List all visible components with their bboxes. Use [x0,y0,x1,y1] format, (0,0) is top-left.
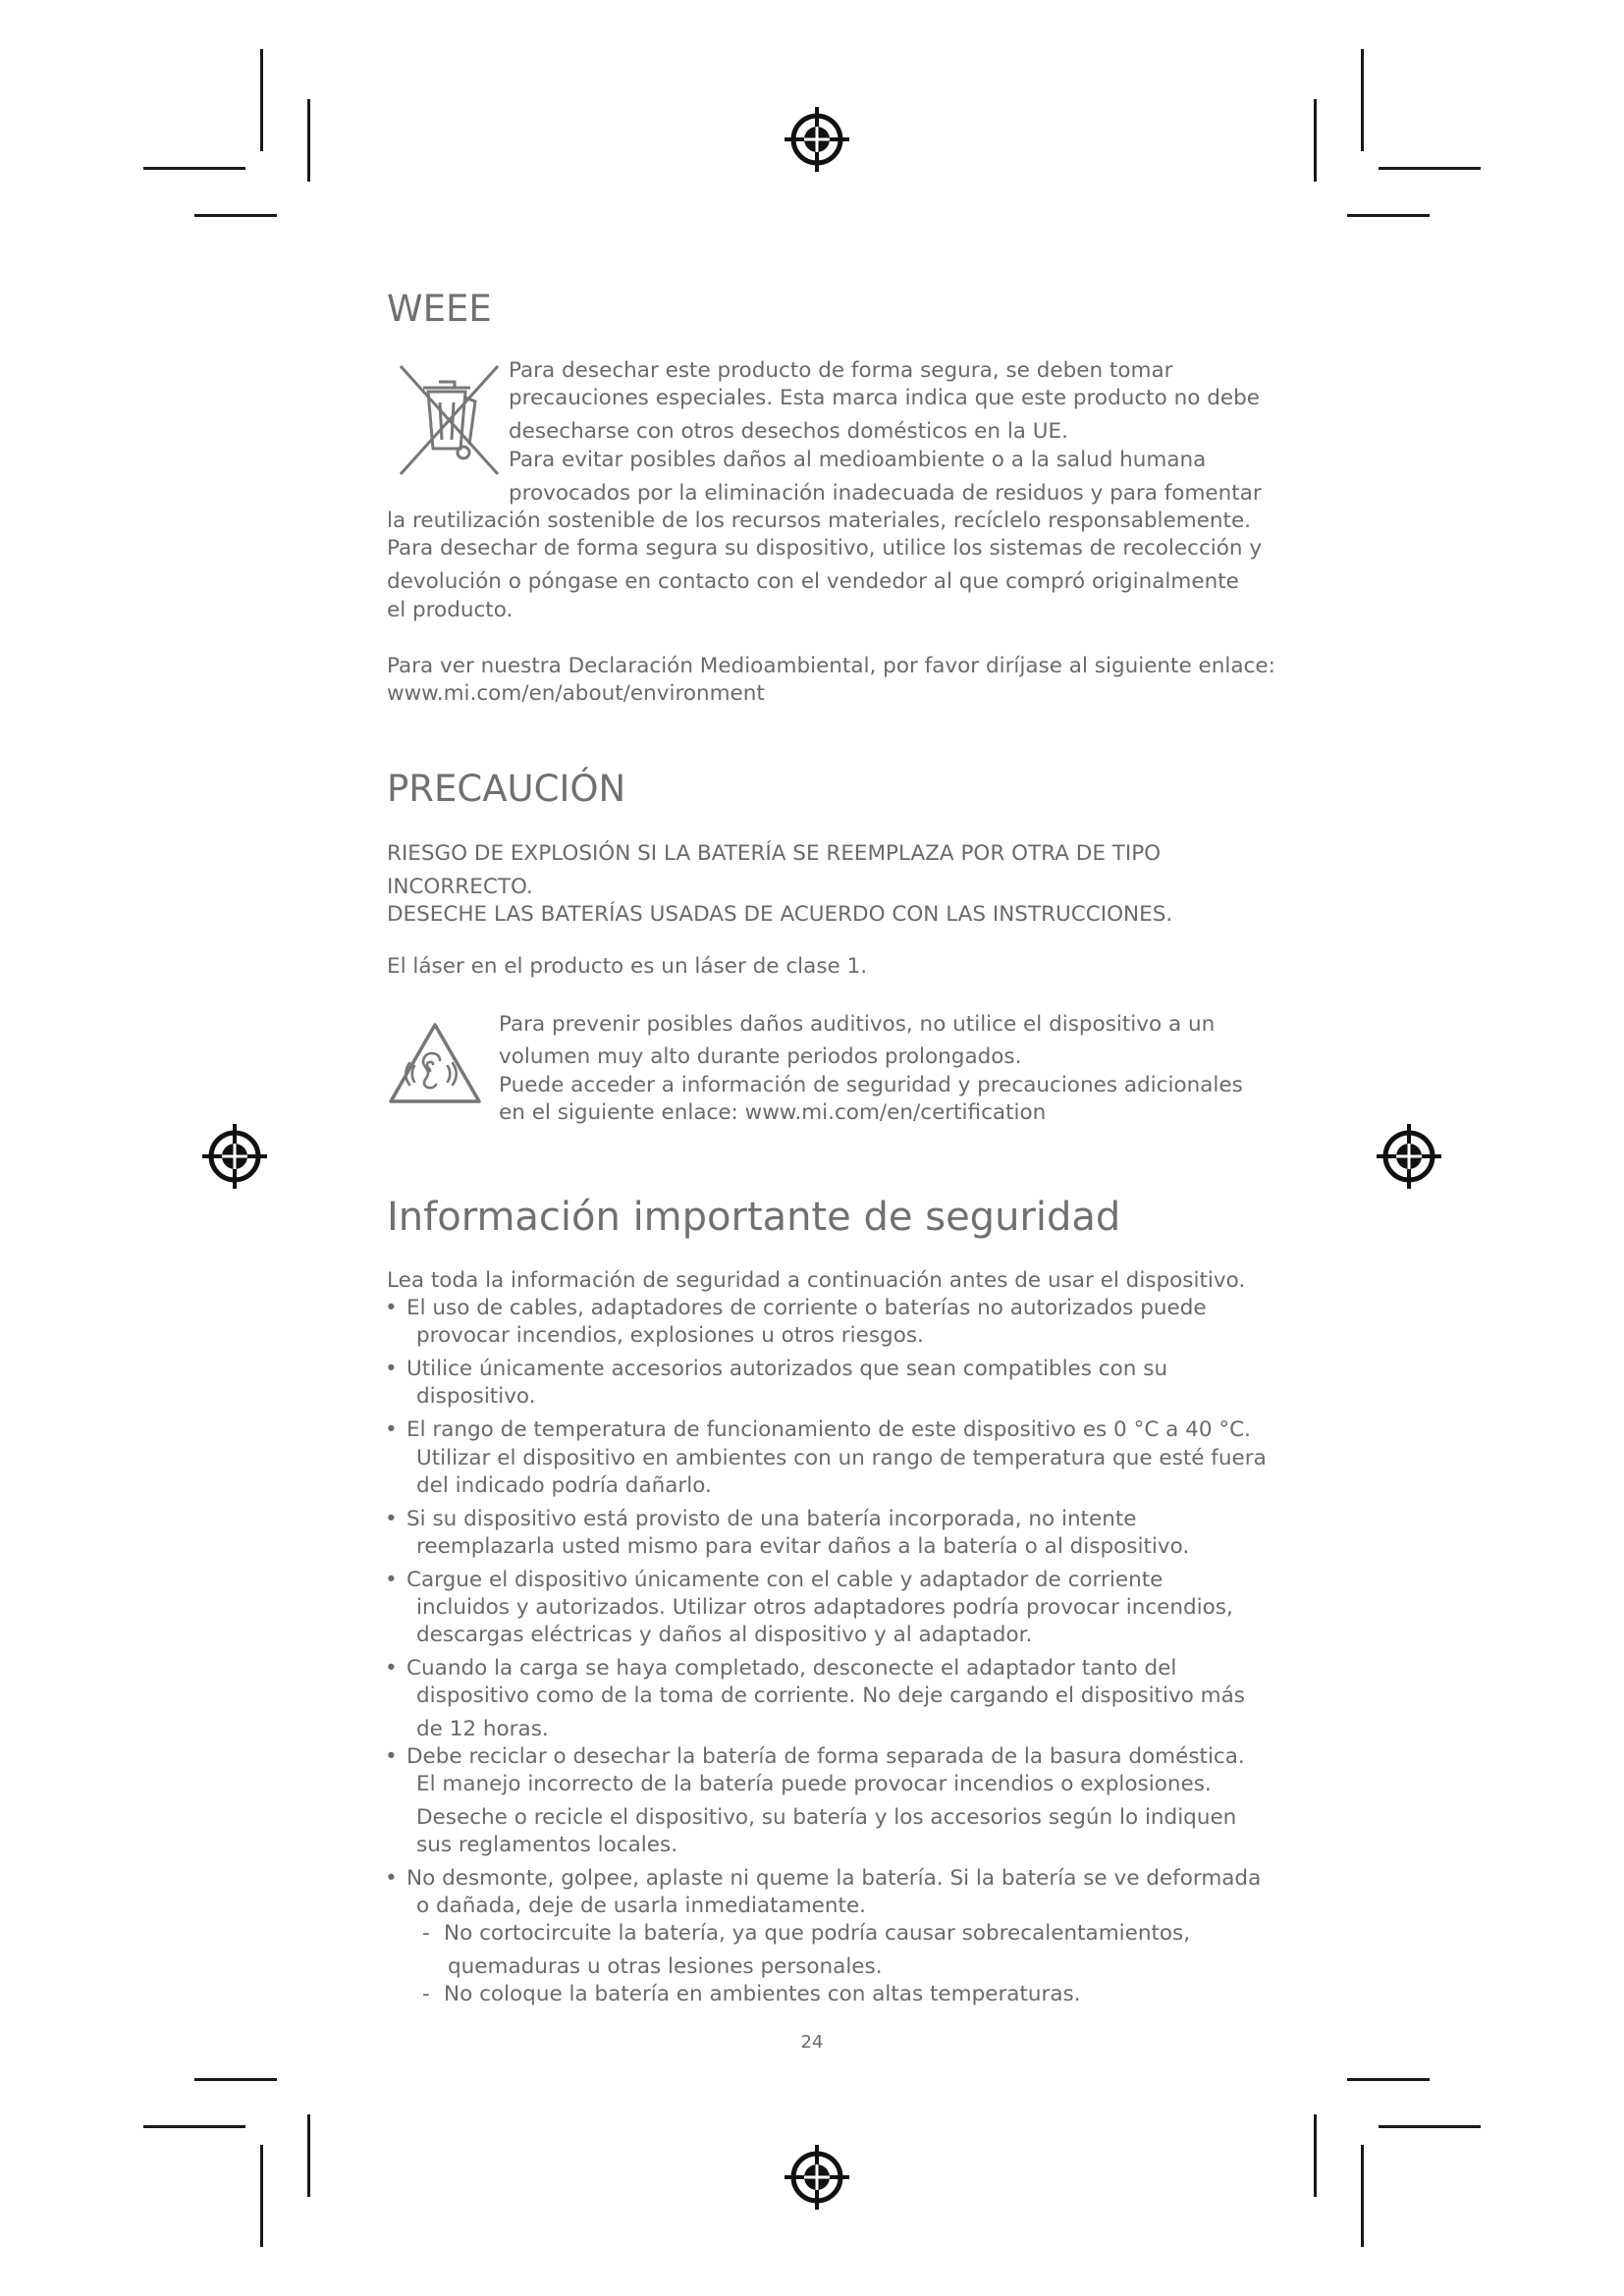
hearing-warning-line: Para prevenir posibles daños auditivos, no utilice el dispositivo a un [499,1012,1216,1037]
weee-text-line: precauciones especiales. Esta marca indica que este producto no debe [509,386,1260,410]
crop-mark-line [1379,167,1481,170]
section-title-weee: WEEE [387,288,492,330]
crop-mark-line [1314,99,1317,182]
environment-link[interactable]: www.mi.com/en/about/environment [387,681,765,706]
list-item-text: incluidos y autorizados. Utilizar otros adaptadores podría provocar incendios, [416,1595,1233,1620]
environment-statement: Para ver nuestra Declaración Medioambiental, por favor diríjase al siguiente enlace: [387,654,1275,678]
list-item-text: Utilizar el dispositivo en ambientes con un rango de temperatura que esté fuera [416,1446,1267,1470]
hearing-warning-icon [387,1021,483,1105]
list-item-text: reemplazarla usted mismo para evitar daños a la batería o al dispositivo. [416,1534,1190,1559]
crop-mark-line [194,214,277,217]
bullet-marker: • [385,1568,398,1592]
certification-link-line[interactable]: en el siguiente enlace: www.mi.com/en/certification [499,1100,1047,1125]
registration-crosshair-icon [783,105,851,174]
list-item-text: de 12 horas. [416,1717,549,1741]
crop-mark-line [307,99,310,182]
weee-text-line: Para desechar este producto de forma segura, se deben tomar [509,358,1173,383]
bullet-marker: • [385,1866,398,1891]
list-item-text: o dañada, deje de usarla inmediatamente. [416,1894,867,1918]
list-item-text: dispositivo. [416,1384,536,1409]
crop-mark-line [1379,2125,1481,2128]
section-title-precaucion: PRECAUCIÓN [387,768,626,810]
list-item-text: Utilice únicamente accesorios autorizados que sean compatibles con su [406,1357,1168,1381]
list-item-text: Debe reciclar o desechar la batería de forma separada de la basura doméstica. [406,1744,1245,1769]
list-item-text: provocar incendios, explosiones u otros riesgos. [416,1323,924,1348]
battery-warning-line: DESECHE LAS BATERÍAS USADAS DE ACUERDO CON LAS INSTRUCCIONES. [387,902,1173,927]
sub-list-item-text: No cortocircuite la batería, ya que podría causar sobrecalentamientos, [444,1921,1191,1946]
bullet-marker: • [385,1417,398,1442]
hearing-warning-line: volumen muy alto durante periodos prolongados. [499,1044,1022,1069]
safety-intro: Lea toda la información de seguridad a continuación antes de usar el dispositivo. [387,1268,1246,1293]
list-item-text: Deseche o recicle el dispositivo, su batería y los accesorios según lo indiquen [416,1805,1237,1830]
list-item-text: No desmonte, golpee, aplaste ni queme la batería. Si la batería se ve deformada [406,1866,1262,1891]
registration-crosshair-icon [1375,1122,1443,1191]
dash-marker: - [422,1921,430,1946]
laser-class-note: El láser en el producto es un láser de clase 1. [387,954,868,979]
hearing-warning-line: Puede acceder a información de seguridad y precauciones adicionales [499,1073,1243,1097]
list-item-text: Cargue el dispositivo únicamente con el cable y adaptador de corriente [406,1568,1164,1592]
bullet-marker: • [385,1656,398,1681]
battery-warning-line: INCORRECTO. [387,875,533,899]
registration-crosshair-icon [200,1122,269,1191]
weee-text-line: devolución o póngase en contacto con el vendedor al que compró originalmente [387,569,1239,594]
crop-mark-line [260,2145,263,2247]
crop-mark-line [307,2114,310,2197]
crop-mark-line [1314,2114,1317,2197]
list-item-text: Cuando la carga se haya completado, desconecte el adaptador tanto del [406,1656,1177,1681]
list-item-text: El uso de cables, adaptadores de corriente o baterías no autorizados puede [406,1296,1207,1320]
weee-text-line: la reutilización sostenible de los recursos materiales, recíclelo responsablemente. [387,508,1252,533]
section-title-safety: Información importante de seguridad [387,1195,1121,1240]
list-item-text: sus reglamentos locales. [416,1833,678,1857]
dash-marker: - [422,1982,430,2006]
list-item-text: Si su dispositivo está provisto de una batería incorporada, no intente [406,1507,1137,1531]
bullet-marker: • [385,1296,398,1320]
registration-crosshair-icon [783,2143,851,2212]
crossed-out-wheelie-bin-icon [393,358,506,481]
bullet-marker: • [385,1507,398,1531]
crop-mark-line [194,2078,277,2081]
battery-warning-line: RIESGO DE EXPLOSIÓN SI LA BATERÍA SE REEMPLAZA POR OTRA DE TIPO [387,841,1162,866]
weee-text-line: Para desechar de forma segura su dispositivo, utilice los sistemas de recolección y [387,536,1263,561]
weee-text-line: Para evitar posibles daños al medioambiente o a la salud humana [509,448,1207,472]
list-item-text: del indicado podría dañarlo. [416,1473,712,1498]
page-number: 24 [800,2032,824,2053]
sub-list-item-text: No coloque la batería en ambientes con altas temperaturas. [444,1982,1081,2006]
list-item-text: dispositivo como de la toma de corriente. No deje cargando el dispositivo más [416,1683,1245,1708]
list-item-text: descargas eléctricas y daños al dispositivo y al adaptador. [416,1623,1033,1647]
weee-text-line: el producto. [387,598,514,622]
weee-text-line: provocados por la eliminación inadecuada de residuos y para fomentar [509,481,1262,506]
crop-mark-line [1347,2078,1430,2081]
crop-mark-line [1361,49,1364,151]
crop-mark-line [1361,2145,1364,2247]
crop-mark-line [143,2125,245,2128]
crop-mark-line [143,167,245,170]
sub-list-item-text: quemaduras u otras lesiones personales. [448,1954,883,1979]
list-item-text: El manejo incorrecto de la batería puede provocar incendios o explosiones. [416,1772,1212,1796]
bullet-marker: • [385,1357,398,1381]
list-item-text: El rango de temperatura de funcionamiento de este dispositivo es 0 °C a 40 °C. [406,1417,1251,1442]
weee-text-line: desecharse con otros desechos domésticos en la UE. [509,419,1068,444]
crop-mark-line [260,49,263,151]
bullet-marker: • [385,1744,398,1769]
crop-mark-line [1347,214,1430,217]
